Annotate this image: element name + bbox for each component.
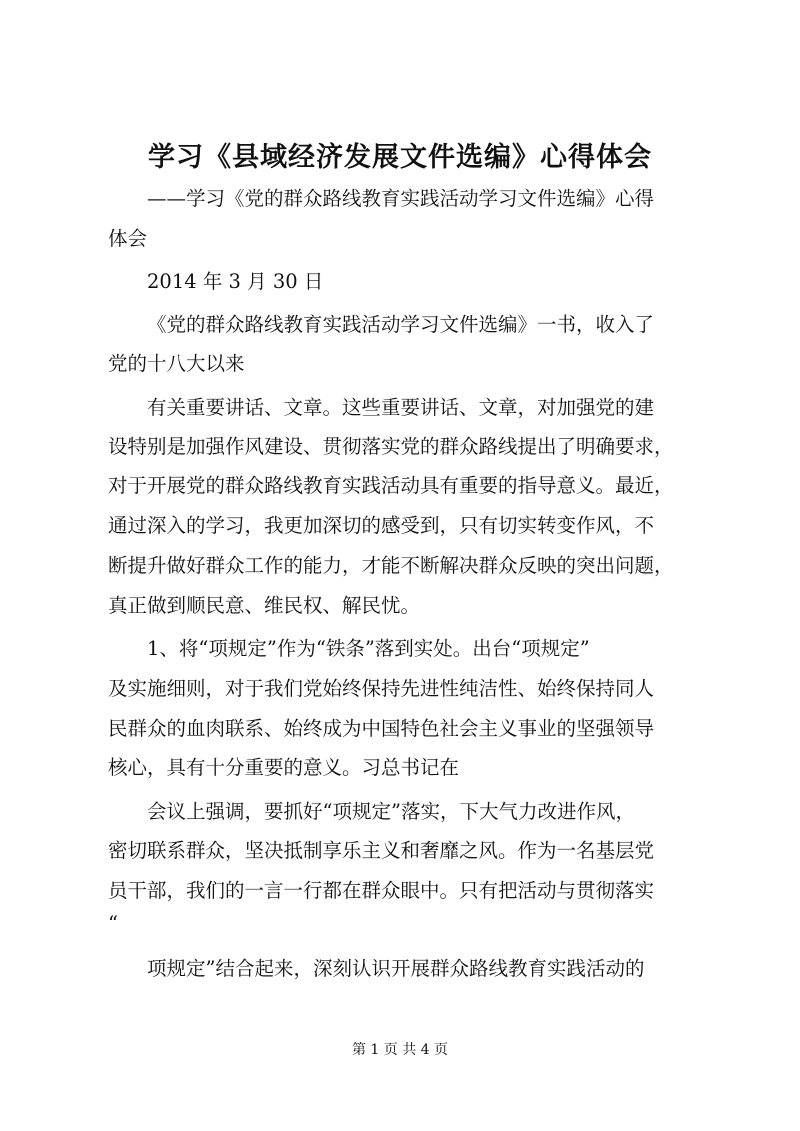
body-line: 对于开展党的群众路线教育实践活动具有重要的指导意义。最近，: [108, 474, 674, 497]
body-line: 党的十八大以来: [108, 352, 245, 375]
body-line: 项规定”结合起来，深刻认识开展群众路线教育实践活动的: [147, 957, 645, 980]
body-line: 设特别是加强作风建设、贯彻落实党的群众路线提出了明确要求，: [108, 435, 674, 458]
body-line: 员干部，我们的一言一行都在群众眼中。只有把活动与贯彻落实: [108, 879, 655, 902]
body-line: 通过深入的学习，我更加深切的感受到，只有切实转变作风，不: [108, 514, 655, 537]
body-line: 密切联系群众，坚决抵制享乐主义和奢靡之风。作为一名基层党: [108, 839, 655, 862]
page-number: 第 1 页 共 4 页: [351, 1042, 449, 1058]
body-line: 民群众的血肉联系、始终成为中国特色社会主义事业的坚强领导: [108, 717, 655, 740]
subtitle-line: 体会: [108, 227, 148, 250]
body-line: 核心，具有十分重要的意义。习总书记在: [108, 756, 460, 779]
subtitle-line: ——学习《党的群众路线教育实践活动学习文件选编》心得: [147, 187, 655, 210]
body-line: 有关重要讲话、文章。这些重要讲话、文章，对加强党的建: [147, 396, 655, 419]
body-line: 真正做到顺民意、维民权、解民忧。: [108, 594, 421, 617]
date-line: 2014 年 3 月 30 日: [147, 270, 324, 293]
body-line: 会议上强调，要抓好“项规定”落实，下大气力改进作风，: [147, 800, 635, 823]
body-line: 《党的群众路线教育实践活动学习文件选编》一书，收入了: [147, 313, 655, 336]
body-line: “: [108, 912, 118, 935]
body-line: 断提升做好群众工作的能力，才能不断解决群众反映的突出问题，: [108, 554, 674, 577]
body-line: 及实施细则，对于我们党始终保持先进性纯洁性、始终保持同人: [108, 677, 655, 700]
body-line: 1、将“项规定”作为“铁条”落到实处。出台“项规定”: [147, 637, 590, 660]
document-title: 学习《县域经济发展文件选编》心得体会: [148, 142, 652, 173]
